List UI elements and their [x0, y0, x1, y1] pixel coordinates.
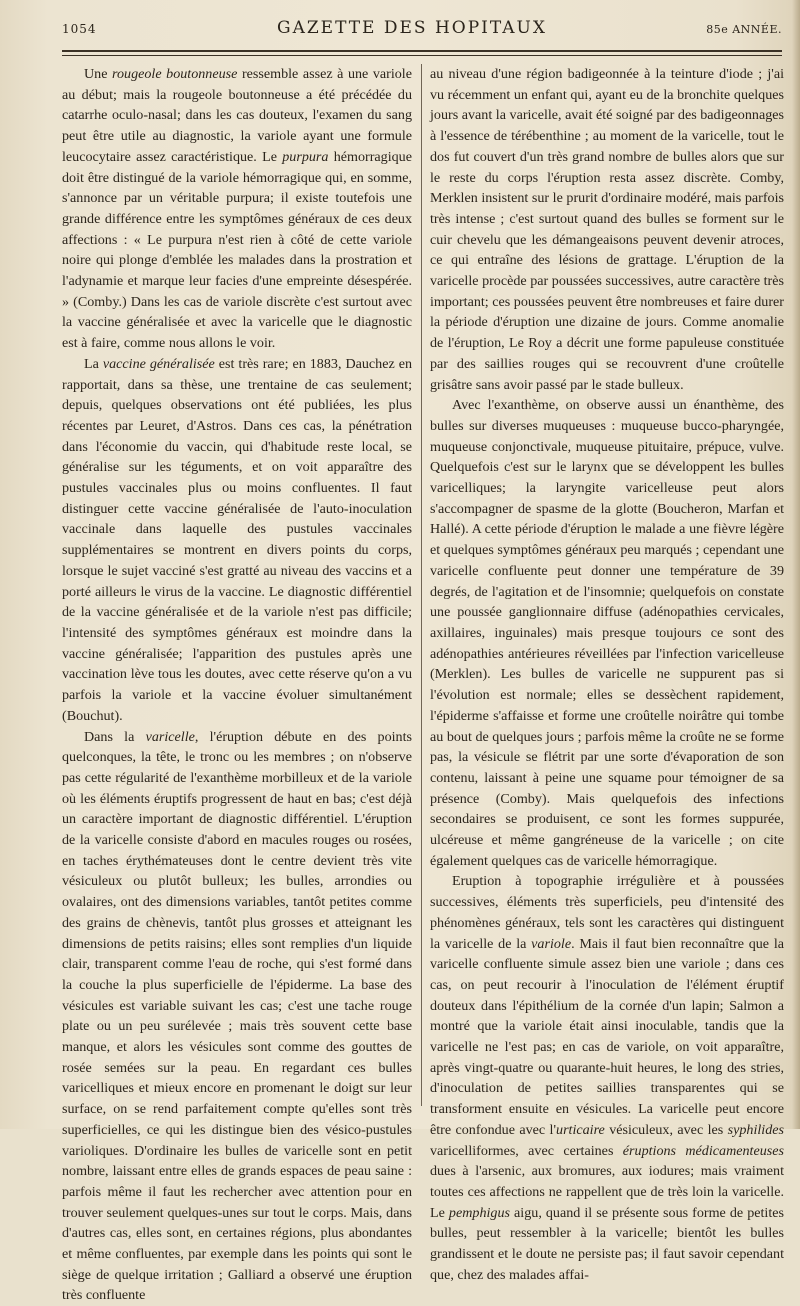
text-run: Eruption à topographie irrégulière et à poussées successives, éléments très superficiels, peu d'intensité des phénomènes généraux, tels sont les caractères qui distinguent la varicelle de la: [430, 873, 784, 951]
text-run: au niveau d'une région badigeonnée à la teinture d'iode ; j'ai vu récemment un enfant qui, ayant eu de la bronchite quelques jours avant la varicelle, avait été soigné par des badigeonnages à l'essence de térébenthine ; au moment de la varicelle, tout le dos fut couvert d'un très grand nombre de bulles alors que sur le reste du corps l'éruption resta assez discrète. Comby, Merklen insistent sur le prurit d'ordinaire modéré, mais parfois très intense ; c'est surtout quand des bulles se forment sur le cuir chevelu que les démangeaisons peuvent devenir atroces, ce qui entraîne des lésions de grattage. L'éruption de la varicelle procède par poussées successives, autre caractère très important; ces poussées peuvent être nombreuses et faire durer la période d'éruption une dizaine de jours. Comme anomalie de l'éruption, Le Roy a décrit une forme papuleuse constituée par des saillies rouges qui se recouvrent d'une croûtelle grisâtre sans avoir passé par le stade bulleux.: [430, 66, 784, 393]
year-label: 85e ANNÉE.: [692, 23, 782, 36]
text-run: La: [84, 356, 103, 372]
page-edge-shadow: [792, 0, 800, 1129]
paragraph: [62, 354, 412, 727]
text-run: , l'éruption débute en des points quelconques, la tête, le tronc ou les membres ; on n'observe pas cette régularité de l'exanthème morbilleux et de la variole où les éléments éruptifs progressent de haut en bas; c'est déjà un caractère important de diagnostic différentiel. L'éruption de la varicelle consiste d'abord en macules rouges ou rosées, en taches érythémateuses dont le centre devient très vite vésiculeux ou plutôt bulleux; les bulles, arrondies ou ovalaires, ont des dimensions variables, tantôt petites comme des grains de chènevis, tantôt plus grosses et atteignant les dimensions de petits raisins; elles sont remplies d'un liquide clair, transparent comme l'eau de roche, qui s'est formé dans la couche la plus superficielle de l'épiderme. La base des vésicules est variable suivant les cas; c'est une tache rouge plate ou un peu surélevée ; mais très souvent cette base manque, et alors les vésicules sont comme des gouttes de rosée semées sur la peau. En regardant ces bulles varicelliques et mieux encore en promenant le doigt sur leur surface, on se rend parfaitement compte qu'elles sont très superficielles, ce qui les distingue bien des vésico-pustules varioliques. D'ordinaire les bulles de varicelle sont en petit nombre, laissant entre elles de grands espaces de peau saine : parfois même il faut les rechercher avec attention pour en trouver seulement quelques-unes sur tout le corps. Mais, dans d'autres cas, elles sont, en certaines régions, plus abondantes et même confluentes, par exemple dans les points qui sont le siège de quelque irritation ; Galliard a observé une éruption très confluente: [62, 729, 412, 1304]
text-run: . Mais il faut bien reconnaître que la varicelle confluente simule assez bien une variole ; dans ces cas, on peut recourir à l'inoculation de l'élément éruptif douteux dans l'épithélium de la cornée d'un lapin; Salmon a montré que la variole était ainsi inoculable, tandis que la varicelle ne l'est pas; en cas de variole, on voit apparaître, après vingt-quatre ou quarante-huit heures, le long des stries, d'inoculation de petites saillies transparentes qui se transforment ensuite en vésicules. La varicelle peut encore être confondue avec l': [430, 936, 784, 1138]
italic-term: pemphigus: [449, 1205, 510, 1221]
paragraph: [62, 727, 412, 1306]
italic-term: rougeole boutonneuse: [112, 66, 237, 82]
text-run: est très rare; en 1883, Dauchez en rapportait, dans sa thèse, une trentaine de cas seulement; depuis, quelques observations ont été publiées, les plus récentes par Leuret, d'Astros. Dans ces cas, la pénétration dans l'économie du vaccin, qui d'habitude reste local, se généralise sur les téguments, et on voit apparaître des pustules vaccinales plus ou moins confluentes. Il faut distinguer cette vaccine généralisée de l'auto-inoculation vaccinale dans laquelle des pustules vaccinales supplémentaires se montrent en divers points du corps, lorsque le sujet vacciné s'est gratté au niveau des vaccins et a porté ailleurs le virus de la vaccine. Le diagnostic différentiel de la vaccine généralisée et de la variole n'est pas difficile; l'intensité des symptômes généraux est moindre dans la vaccine généralisée; l'apparition des pustules après une vaccination lève tous les doutes, avec cette réserve qu'on a vu parfois la variole et la vaccine évoluer simultanément (Bouchut).: [62, 356, 412, 724]
text-run: vésiculeux, avec les: [605, 1122, 728, 1138]
paragraph: [430, 395, 784, 871]
text-run: varicelliformes, avec certaines: [430, 1143, 623, 1159]
italic-term: syphilides: [728, 1122, 784, 1138]
journal-title: GAZETTE DES HOPITAUX: [132, 18, 692, 38]
paragraph: [62, 64, 412, 354]
page-header: [62, 18, 782, 48]
column-divider: [421, 64, 422, 1106]
paragraph: [430, 64, 784, 395]
header-rule-thick: [62, 50, 782, 52]
paragraph: [430, 871, 784, 1285]
italic-term: vaccine généralisée: [103, 356, 215, 372]
text-run: Dans la: [84, 729, 146, 745]
italic-term: urticaire: [556, 1122, 605, 1138]
italic-term: purpura: [282, 149, 328, 165]
text-run: aigu, quand il se présente sous forme de petites bulles, peut ressembler à la varicelle; bientôt les bulles grandissent et le doute ne persiste pas; il faut savoir cependant que, chez des malades affai-: [430, 1205, 784, 1283]
page-number: 1054: [62, 22, 132, 36]
right-column: [430, 64, 784, 1114]
italic-term: variole: [531, 936, 571, 952]
italic-term: éruptions médicamenteuses: [623, 1143, 784, 1159]
left-column: [62, 64, 412, 1114]
text-run: ressemble assez à une variole au début; mais la rougeole boutonneuse a été précédée du catarrhe oculo-nasal; dans les cas douteux, l'examen du sang peut être utile au diagnostic, la variole ayant une formule leucocytaire assez caractéristique. Le: [62, 66, 412, 165]
text-run: dues à l'arsenic, aux bromures, aux iodures; mais vraiment toutes ces affections ne rappellent que de très loin la varicelle. Le: [430, 1163, 784, 1220]
text-run: Avec l'exanthème, on observe aussi un énanthème, des bulles sur diverses muqueuses : muqueuse bucco-pharyngée, muqueuse conjonctivale, muqueuse pituitaire, prépuce, vulve. Quelquefois c'est sur le larynx que se développent les bulles varicelliques; la laryngite varicelleuse peut alors s'accompagner de spasme de la glotte (Boucheron, Marfan et Hallé). A cette période d'éruption le malade a une fièvre légère et quelques symptômes généraux peu marqués ; cependant une varicelle confluente peut donner une température de 39 degrés, de l'agitation et de l'insomnie; quelquefois on constate une poussée ganglionnaire diffuse (adénopathies cervicales, axillaires, inguinales) mais presque toujours ce sont des adénopathies antérieures réveillées par l'infection varicelleuse (Merklen). Les bulles de varicelle ne suppurent pas si l'évolution est normale; elles se dessèchent rapidement, l'épiderme s'affaisse et forme une croûtelle noirâtre qui tombe au bout de quelques jours ; parfois même la croûte ne se forme pas, la vésicule se flétrit par une sorte d'évaporation de son contenu, laissant à peine une squame pour témoigner de sa présence (Comby). Mais quelquefois des infections secondaires se produisent, ce sont les formes suppurée, ulcéreuse et même gangréneuse de la varicelle ; on cite également quelques cas de varicelle hémorragique.: [430, 397, 784, 868]
text-run: hémorragique doit être distingué de la variole hémorragique qui, en somme, s'annonce par un véritable purpura; il existe toutefois une grande différence entre les symptômes généraux de ces deux affections : « Le purpura n'est rien à côté de cette variole noire qui plonge d'emblée les malades dans la prostration et l'adynamie et marque leur facies d'une empreinte désespérée. » (Comby.) Dans les cas de variole discrète c'est surtout avec la vaccine généralisée et avec la varicelle que le diagnostic est à faire, comme nous allons le voir.: [62, 149, 412, 351]
italic-term: varicelle: [146, 729, 195, 745]
header-rule-thin: [62, 55, 782, 56]
text-run: Une: [84, 66, 112, 82]
